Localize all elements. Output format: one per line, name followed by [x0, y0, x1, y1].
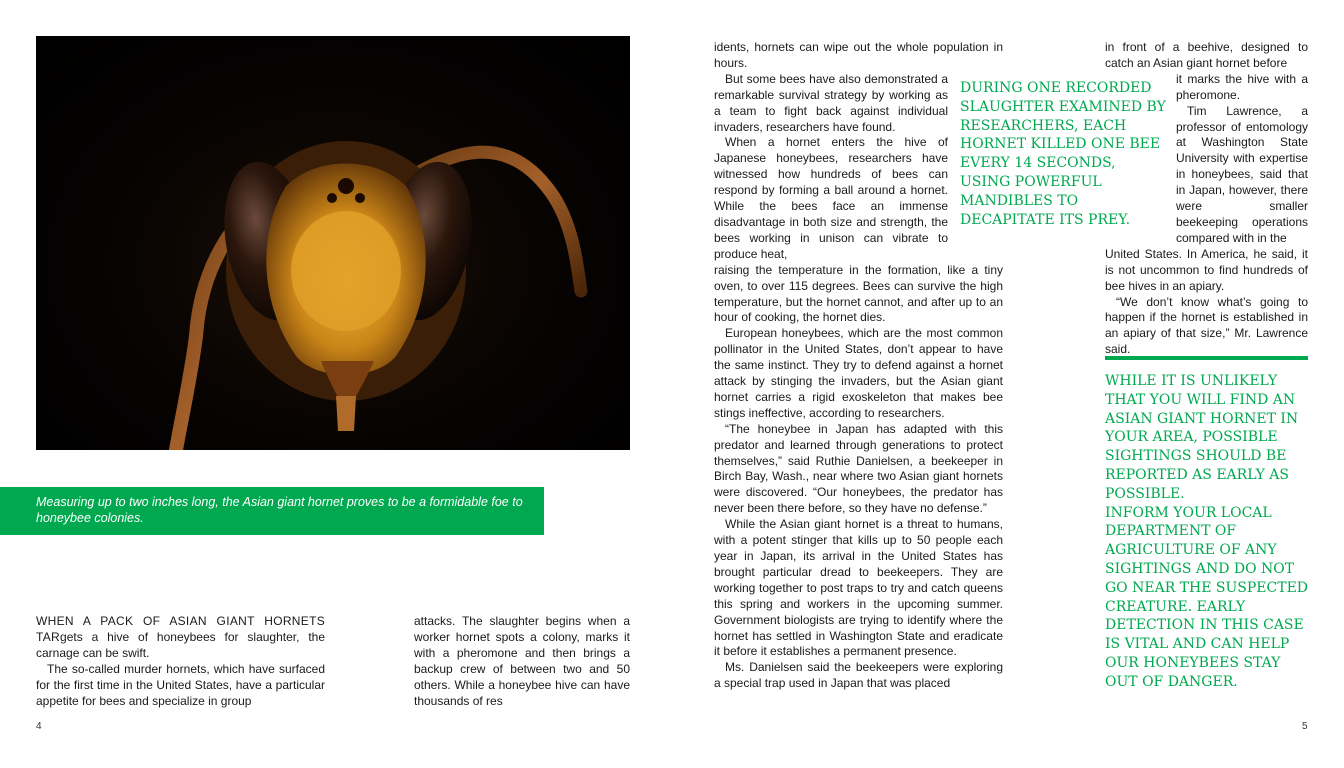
paragraph: Tim Lawrence, a professor of entomology at Washington State University with expertise in honeybees, said that in Japan, however, there were smaller beekeeping operations compared with in the [1176, 103, 1308, 245]
article-column-1 [36, 614, 325, 709]
paragraph: European honeybees, which are the most common pollinator in the United States, don’t appear to have the same instinct. They try to defend against a hornet attack by stinging the invaders, but the Asian giant hornet carries a rigid exoskeleton that makes bee stings ineffective, according to researchers. [714, 326, 1003, 420]
paragraph: Ms. Danielsen said the beekeepers were exploring a special trap used in Japan that was placed [714, 660, 1003, 691]
paragraph: attacks. The slaughter begins when a worker hornet spots a colony, marks it with a pheromone and then brings a backup crew of between two and 50 others. While a honeybee hive can have thousands of res [414, 614, 630, 708]
pull-quote-1 [960, 79, 1170, 229]
paragraph: While the Asian giant hornet is a threat to humans, with a potent stinger that kills up to 50 people each year in Japan, its arrival in the United States has brought particular dread to beekeepers. They are working together to post traps to try and catch queens this spring and workers in the upcoming summer. Government biologists are trying to identify where the hornet has settled in Washington State and eradicate it before it establishes a permanent presence. [714, 517, 1003, 659]
divider-rule [1105, 356, 1308, 360]
paragraph: idents, hornets can wipe out the whole population in hours. [714, 40, 1003, 70]
paragraph: “We don’t know what’s going to happen if the hornet is established in an apiary of that size,” Mr. Lawrence said. [1105, 294, 1308, 357]
paragraph: United States. In America, he said, it is not uncommon to find hundreds of bee hives in an apiary. [1105, 246, 1308, 293]
paragraph: “The honeybee in Japan has adapted with this predator and learned through generations to protect themselves,” said Ruthie Danielsen, a beekeeper in Birch Bay, Wash., near where two Asian giant hornets were discovered. “Our honeybees, the predator has never been there before, so they have no defense.” [714, 421, 1003, 516]
paragraph [36, 614, 325, 662]
paragraph: it marks the hive with a pheromone. [1176, 71, 1308, 102]
lead-in-text: WHEN A PACK OF ASIAN GIANT HORNETS TAR [36, 614, 325, 644]
paragraph: The so-called murder hornets, which have surfaced for the first time in the United States, have a particular appetite for bees and specialize in group [36, 661, 325, 708]
hornet-photo [36, 36, 630, 450]
paragraph-text: gets a hive of honeybees for slaughter, the carnage can be swift. [36, 629, 325, 660]
pull-quote-2 [1105, 372, 1310, 692]
article-column-2 [414, 614, 630, 709]
photo-caption [0, 487, 544, 535]
pull-quote-text: DURING ONE RECORDED SLAUGHTER EXAMINED BY RESEARCHERS, EACH HORNET KILLED ONE BEE EVERY 14 SECONDS, USING POWERFUL MANDIBLES TO DECAPITATE ITS PREY. [960, 80, 1166, 228]
paragraph: When a hornet enters the hive of Japanese honeybees, researchers have witnessed how hundreds of bees can respond by forming a ball around a hornet. While the bees face an immense disadvantage in both size and strength, the bees working in unison can vibrate to produce heat, [714, 135, 948, 261]
pull-quote-text: WHILE IT IS UNLIKELY THAT YOU WILL FIND AN ASIAN GIANT HORNET IN YOUR AREA, POSSIBLE SIGHTINGS SHOULD BE REPORTED AS EARLY AS POSSIBLE. [1105, 373, 1299, 502]
hornet-illustration [36, 36, 630, 450]
pull-quote-text: INFORM YOUR LOCAL DEPARTMENT OF AGRICULTURE OF ANY SIGHTINGS AND DO NOT GO NEAR THE SUSPECTED CREATURE. EARLY DETECTION IN THIS CASE IS VITAL AND CAN HELP OUR HONEYBEES STAY OUT OF DANGER. [1105, 504, 1309, 690]
page-number-right: 5 [1302, 721, 1308, 732]
paragraph: raising the temperature in the formation, like a tiny oven, to over 115 degrees. Bees can survive the high temperature, but the hornet cannot, and after up to an hour of cooking, the hornet dies. [714, 262, 1003, 325]
caption-text: Measuring up to two inches long, the Asian giant hornet proves to be a formidable foe to honeybee colonies. [36, 495, 523, 525]
page-number-left: 4 [36, 721, 42, 732]
paragraph: in front of a beehive, designed to catch an Asian giant hornet before [1105, 40, 1308, 70]
paragraph: But some bees have also demonstrated a remarkable survival strategy by working as a team to fight back against individual invaders, researchers have found. [714, 71, 948, 134]
